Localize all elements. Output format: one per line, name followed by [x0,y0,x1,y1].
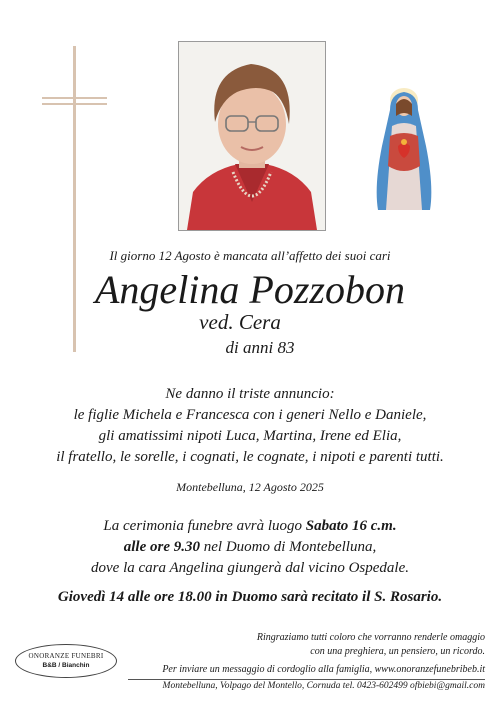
ceremony-text: La cerimonia funebre avrà luogo [103,518,306,534]
rosary-notice: Giovedì 14 alle ore 18.00 in Duomo sarà recitato il S. Rosario. [57,589,443,605]
ceremony-line-2 [0,537,500,558]
logo-line-2: B&B / Bianchin [42,662,90,669]
ceremony-time: alle ore 9.30 [123,539,200,555]
announcement-line: le figlie Michela e Francesca con i generi Nello e Daniele, [73,407,427,423]
footer-divider [128,679,485,680]
announcement-line: il fratello, le sorelle, i cognati, le cognate, i nipoti e parenti tutti. [56,449,444,465]
cross-horizontal-bar [42,103,107,105]
portrait-photo [178,41,326,231]
ceremony-line-3: dove la cara Angelina giungerà dal vicino Ospedale. [91,560,409,576]
announcement-line: gli amatissimi nipoti Luca, Martina, Irene ed Elia, [98,428,402,444]
madonna-illustration [368,86,440,210]
ceremony-place: nel Duomo di Montebelluna, [200,539,377,555]
thanks-line: con una preghiera, un pensiero, un ricordo. [310,646,485,657]
condolence-message-info: Per inviare un messaggio di cordoglio alla famiglia, www.onoranzefunebribeb.it [162,664,485,675]
announcement [0,384,500,468]
madonna-image [368,86,440,210]
place-date: Montebelluna, 12 Agosto 2025 [176,480,324,494]
portrait-illustration [179,42,325,230]
funeral-home-logo [15,644,117,678]
thanks-line: Ringraziamo tutti coloro che vorranno renderle omaggio [256,632,485,643]
ceremony-info [0,516,500,579]
ceremony-date: Sabato 16 c.m. [305,518,397,534]
deceased-name: Angelina Pozzobon [95,267,405,312]
age: di anni 83 [225,338,295,357]
widow-of: ved. Cera [199,310,281,334]
ceremony-line-1 [0,516,500,537]
announcement-line: Ne danno il triste annuncio: [165,386,335,402]
thanks-note [240,631,485,659]
logo-line-1: ONORANZE FUNEBRI [28,652,104,660]
cross-horizontal-bar [42,97,107,99]
contacts-line: Montebelluna, Volpago del Montello, Cornuda tel. 0423-602499 ofbiebi@gmail.com [162,681,485,691]
intro-line: Il giorno 12 Agosto è mancata all’affetto dei suoi cari [109,248,391,263]
